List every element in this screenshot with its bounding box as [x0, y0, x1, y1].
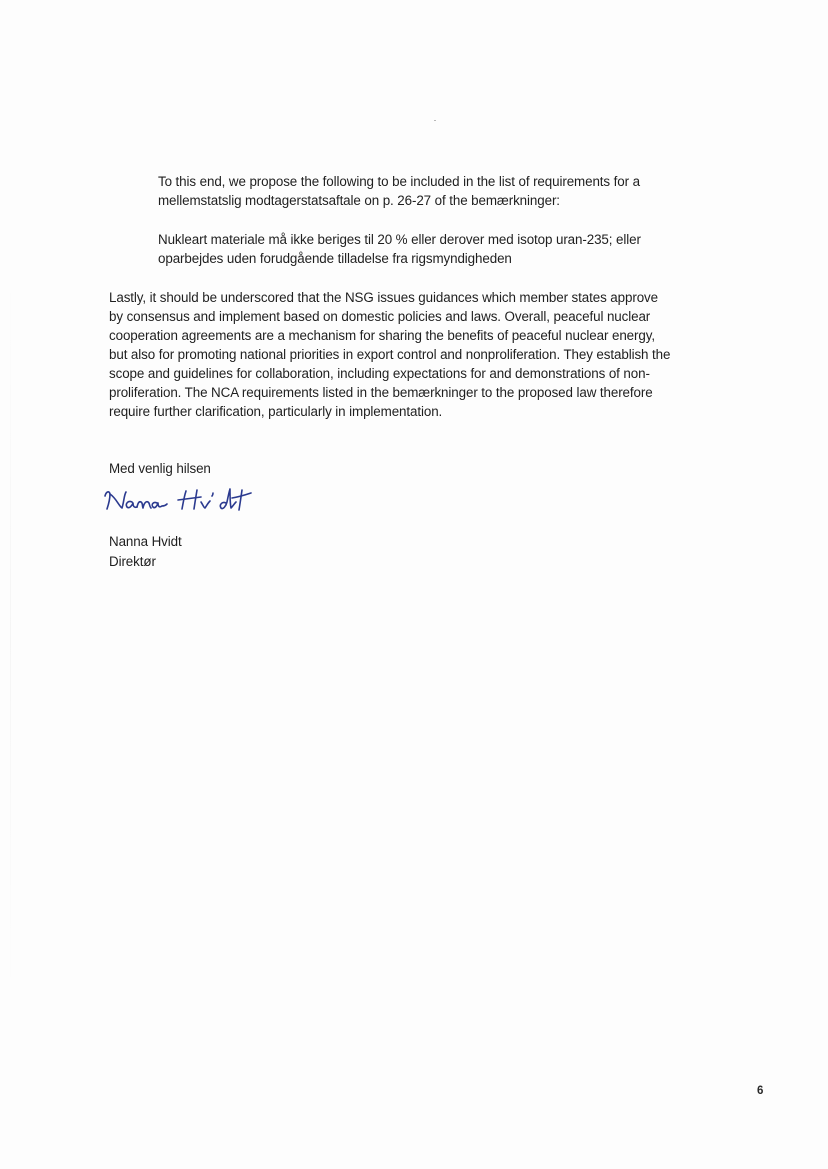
- signatory-title: Direktør: [109, 554, 156, 569]
- intro-paragraph: [158, 172, 640, 210]
- conclusion-paragraph: [109, 288, 670, 421]
- signatory-name: Nanna Hvidt: [109, 534, 182, 549]
- proposal-line: oparbejdes uden forudgående tilladelse fra rigsmyndigheden: [158, 251, 512, 266]
- scan-edge-shadow: [10, 270, 11, 1000]
- conclusion-line: cooperation agreements are a mechanism for sharing the benefits of peaceful nuclear energy,: [109, 328, 655, 343]
- conclusion-line: Lastly, it should be underscored that the NSG issues guidances which member states approve: [109, 290, 658, 305]
- conclusion-line: by consensus and implement based on domestic policies and laws. Overall, peaceful nuclear: [109, 309, 651, 324]
- closing-salutation: Med venlig hilsen: [109, 461, 211, 476]
- page-number: 6: [757, 1085, 764, 1097]
- conclusion-line: scope and guidelines for collaboration, including expectations for and demonstrations of non-: [109, 366, 650, 381]
- handwritten-signature: [100, 484, 270, 520]
- conclusion-line: proliferation. The NCA requirements listed in the bemærkninger to the proposed law therefore: [109, 385, 653, 400]
- conclusion-line: require further clarification, particularly in implementation.: [109, 404, 443, 419]
- conclusion-line: but also for promoting national priorities in export control and nonproliferation. They establish the: [109, 347, 671, 362]
- intro-line: To this end, we propose the following to be included in the list of requirements for a: [158, 174, 640, 189]
- proposal-line: Nukleart materiale må ikke beriges til 20 % eller derover med isotop uran-235; eller: [158, 232, 641, 247]
- proposal-paragraph: [158, 230, 641, 268]
- scan-speck: [434, 120, 436, 121]
- intro-line: mellemstatslig modtagerstatsaftale on p. 26-27 of the bemærkninger:: [158, 193, 560, 208]
